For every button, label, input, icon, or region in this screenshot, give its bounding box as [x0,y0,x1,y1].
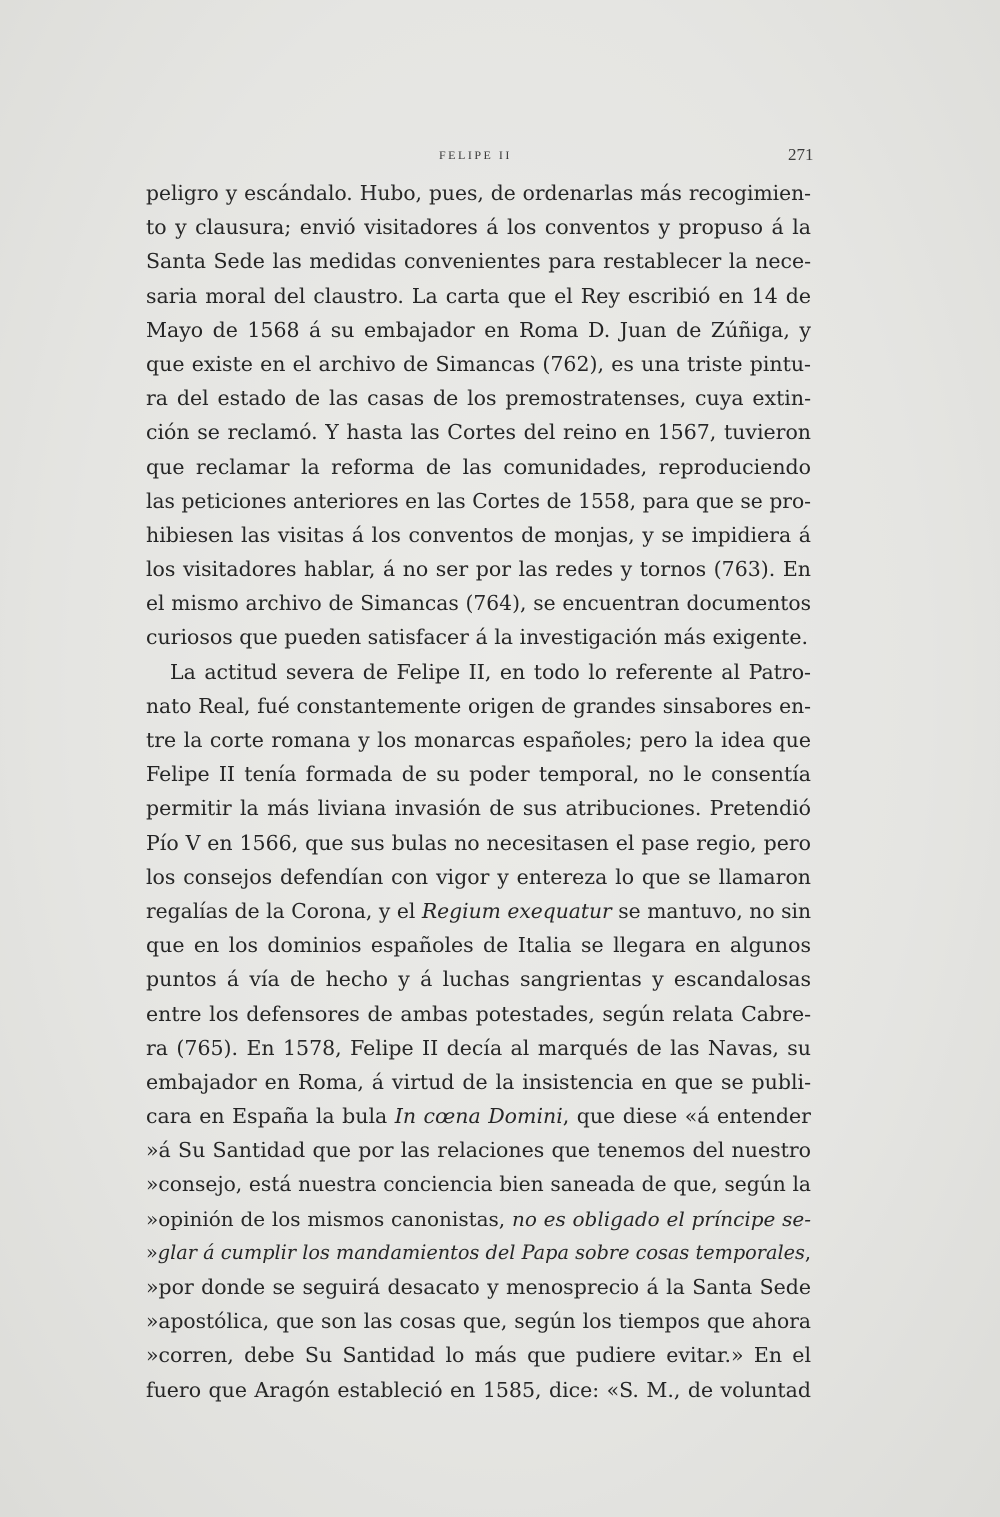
text-line [146,586,811,620]
text-line [146,723,811,757]
text-segment: tre la corte romana y los monarcas españoles; pero la idea que [146,728,811,752]
text-line [146,518,811,552]
text-segment: los consejos defendían con vigor y entereza lo que se llamaron [146,864,811,889]
text-line [146,928,811,962]
text-segment: Santa Sede las medidas convenientes para restablecer la nece- [146,249,811,274]
page-number: 271 [788,145,814,164]
text-line [146,1338,811,1372]
text-segment: puntos á vía de hecho y á luchas sangrientas y escandalosas [146,967,811,992]
text-line [146,1270,811,1304]
text-segment: ción se reclamó. Y hasta las Cortes del reino en 1567, tuvieron [146,420,811,445]
text-line [146,1236,811,1270]
text-line [146,1065,811,1099]
text-segment: fuero que Aragón estableció en 1585, dice: «S. M., de voluntad [146,1377,811,1402]
text-segment: se mantuvo, no sin [611,898,811,923]
text-segment: el mismo archivo de Simancas (764), se encuentran documentos [146,591,811,616]
text-line [146,381,811,415]
text-line [146,176,811,210]
text-segment: »consejo, está nuestra conciencia bien saneada de que, según la [146,1172,811,1197]
text-segment: Pío V en 1566, que sus bulas no necesitasen el pase regio, pero [146,830,811,855]
text-line [146,210,811,244]
text-line [146,552,811,586]
text-segment: regalías de la Corona, y el [146,898,422,923]
text-line [146,1373,811,1407]
text-segment: las peticiones anteriores en las Cortes de 1558, para que se pro- [146,488,811,513]
text-segment: cara en España la bula [146,1104,395,1129]
text-line [146,962,811,996]
text-line [146,347,811,381]
text-segment: »opinión de los mismos canonistas, [146,1206,512,1231]
text-line [146,655,811,689]
text-segment: nato Real, fué constantemente origen de grandes sinsabores en- [146,693,811,718]
text-line [146,791,811,825]
text-segment: , [804,1240,811,1264]
text-line [146,484,811,518]
text-line [146,313,811,347]
italic-text: no es obligado el príncipe se- [511,1206,811,1231]
text-segment: La actitud severa de Felipe II, en todo lo referente al Patro- [170,659,811,684]
text-segment: embajador en Roma, á virtud de la insistencia en que se publi- [146,1069,811,1094]
text-line [146,244,811,278]
running-head [0,144,1000,168]
italic-text: Regium exequatur [421,898,612,923]
text-segment: hibiesen las visitas á los conventos de monjas, y se impidiera á [146,522,811,547]
text-segment: los visitadores hablar, á no ser por las redes y tornos (763). En [146,557,811,582]
text-segment: que reclamar la reforma de las comunidades, reproduciendo [146,454,811,479]
text-line [146,757,811,791]
text-line [146,1167,811,1201]
text-segment: ra del estado de las casas de los premostratenses, cuya extin- [146,386,811,411]
text-segment: »á Su Santidad que por las relaciones que tenemos del nuestro [146,1138,811,1163]
text-line [146,1133,811,1167]
text-segment: »apostólica, que son las cosas que, según los tiempos que ahora [146,1309,811,1334]
text-segment: que existe en el archivo de Simancas (762), es una triste pintu- [146,351,811,376]
text-line [146,620,811,654]
body-text [146,176,811,1407]
text-segment: »corren, debe Su Santidad lo más que pudiere evitar.» En el [146,1343,811,1368]
text-segment: Mayo de 1568 á su embajador en Roma D. Juan de Zúñiga, y [146,317,811,342]
italic-text: glar á cumplir los mandamientos del Papa sobre cosas temporales [157,1240,805,1264]
text-segment: permitir la más liviana invasión de sus atribuciones. Pretendió [146,796,811,821]
text-segment: que en los dominios españoles de Italia se llegara en algunos [146,933,811,958]
text-line [146,860,811,894]
text-line [146,415,811,449]
text-segment: » [146,1240,158,1264]
text-line [146,1304,811,1338]
text-line [146,450,811,484]
text-segment: curiosos que pueden satisfacer á la investigación más exigente. [146,625,809,650]
text-segment: entre los defensores de ambas potestades, según relata Cabre- [146,1001,811,1026]
text-segment: ra (765). En 1578, Felipe II decía al marqués de las Navas, su [146,1035,811,1060]
text-line [146,279,811,313]
italic-text: In cœna Domini [394,1104,563,1129]
text-line [146,689,811,723]
text-segment: »por donde se seguirá desacato y menosprecio á la Santa Sede [146,1275,811,1299]
text-segment: saria moral del claustro. La carta que el Rey escribió en 14 de [146,283,811,308]
text-segment: Felipe II tenía formada de su poder temporal, no le consentía [146,762,811,787]
text-line [146,997,811,1031]
text-line [146,826,811,860]
text-line [146,894,811,928]
text-segment: peligro y escándalo. Hubo, pues, de ordenarlas más recogimien- [146,181,811,205]
text-line [146,1099,811,1133]
running-title: FELIPE II [439,148,512,162]
text-line [146,1031,811,1065]
text-segment: to y clausura; envió visitadores á los conventos y propuso á la [146,215,811,240]
text-segment: , que diese «á entender [562,1104,811,1129]
text-line [146,1202,811,1236]
